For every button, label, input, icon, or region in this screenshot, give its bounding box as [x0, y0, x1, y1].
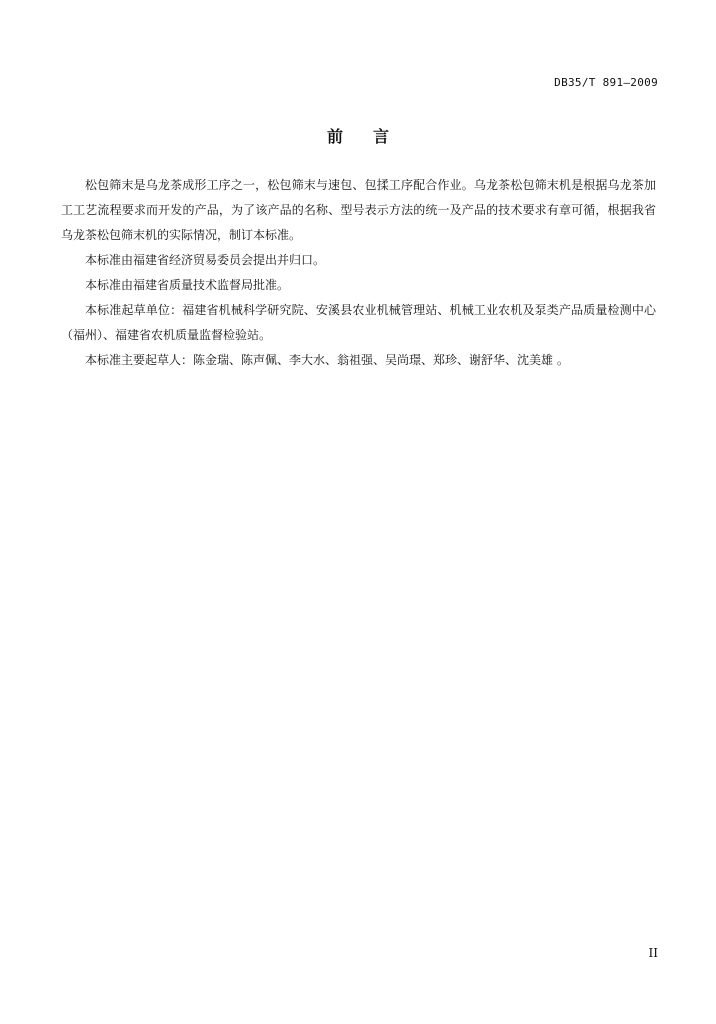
- paragraph-drafting-units: 本标准起草单位：福建省机械科学研究院、安溪县农业机械管理站、机械工业农机及泵类产品质量检测中心（福州）、福建省农机质量监督检验站。: [61, 303, 656, 342]
- paragraph-proposer: 本标准由福建省经济贸易委员会提出并归口。: [85, 253, 326, 267]
- page-number: II: [648, 946, 658, 960]
- paragraph-purpose: 松包筛末是乌龙茶成形工序之一，松包筛末与速包、包揉工序配合作业。乌龙茶松包筛末机是根据乌龙茶加工工艺流程要求而开发的产品，为了该产品的名称、型号表示方法的统一及产品的技术要求有章可循，根据我省乌龙茶松包筛末机的实际情况，制订本标准。: [61, 178, 656, 242]
- preface-content: [61, 173, 656, 373]
- paragraph-drafters: 本标准主要起草人：陈金瑞、陈声佩、李大水、翁祖强、吴尚璟、郑珍、谢舒华、沈美雄 。: [85, 353, 569, 367]
- document-code: DB35/T 891—2009: [554, 76, 658, 89]
- paragraph-approver: 本标准由福建省质量技术监督局批准。: [85, 278, 290, 292]
- page-title: 前言: [326, 127, 419, 146]
